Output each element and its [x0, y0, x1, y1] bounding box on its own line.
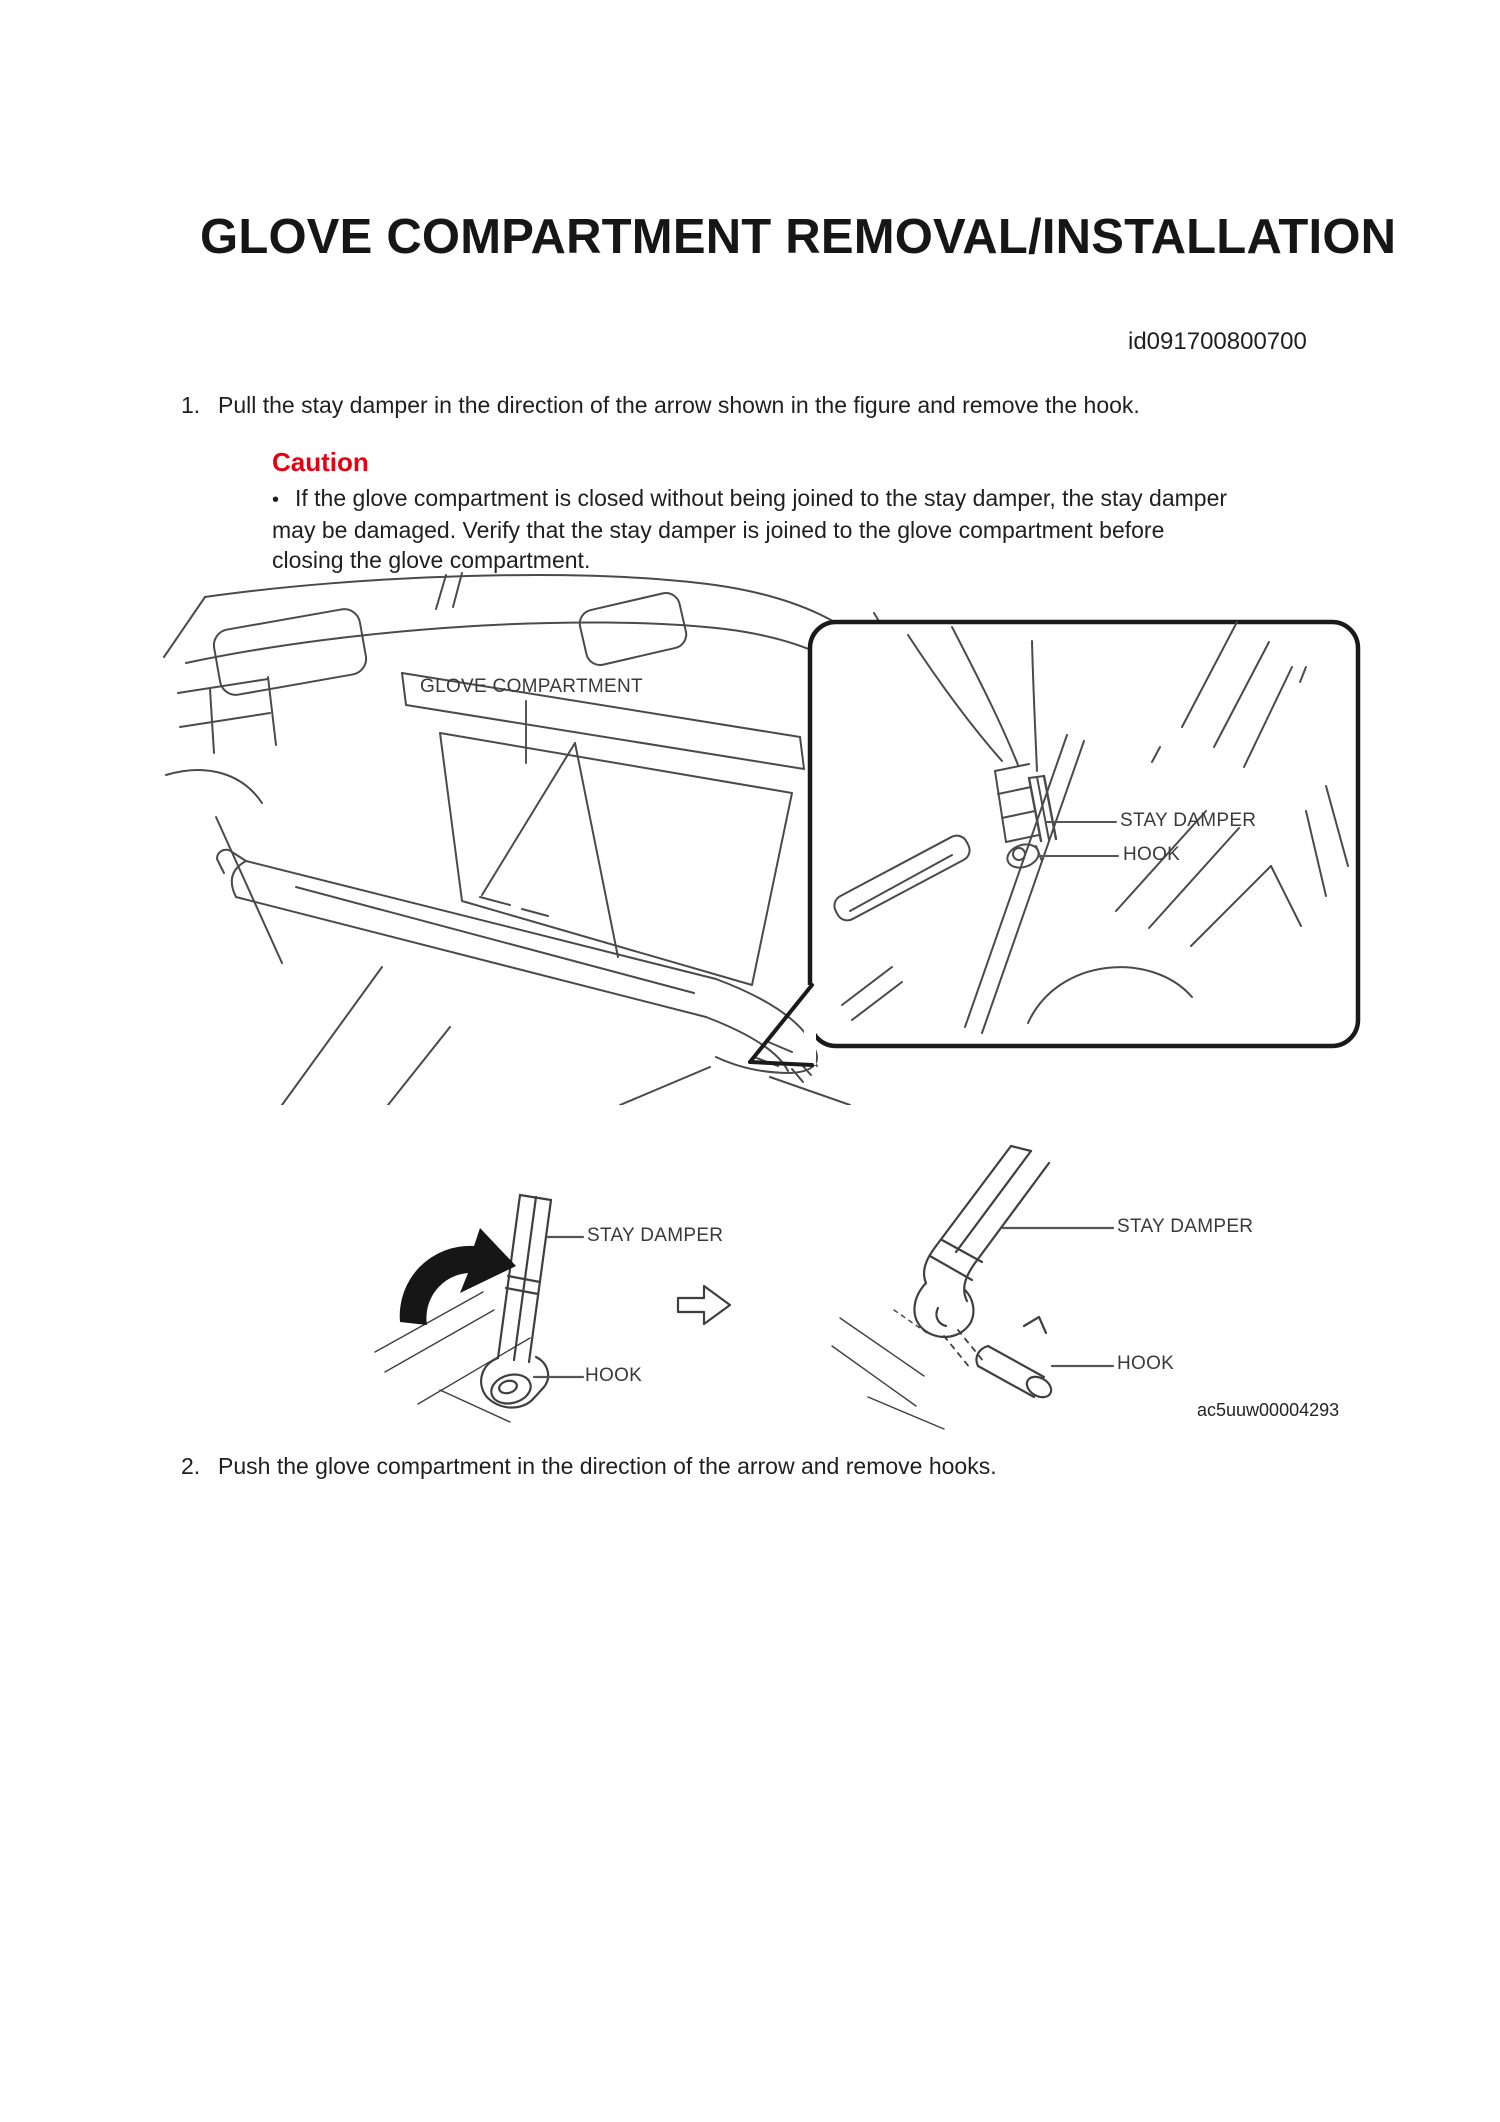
step-2 [181, 1452, 997, 1481]
step-1 [181, 391, 1140, 420]
stay-damper-removed-drawing [832, 1146, 1113, 1429]
hook-pin-removed [976, 1346, 1054, 1401]
label-hook-fig2-right: HOOK [1117, 1353, 1175, 1374]
label-glove-compartment: GLOVE COMPARTMENT [420, 676, 643, 697]
hook-pin [488, 1370, 534, 1407]
dash-vent-right [577, 590, 689, 668]
label-hook-fig1: HOOK [1123, 844, 1181, 865]
caution-line-1 [272, 487, 1227, 510]
direction-arrow-icon [678, 1286, 730, 1324]
figure-1-glove-compartment-illustration [150, 565, 1390, 1105]
step-2-text: Push the glove compartment in the direction of the arrow and remove hooks. [218, 1453, 997, 1479]
rotation-arrow-icon [400, 1228, 516, 1325]
step-1-text: Pull the stay damper in the direction of the arrow shown in the figure and remove the hook. [218, 392, 1140, 418]
label-stay-damper-fig2-left: STAY DAMPER [587, 1225, 724, 1246]
callout-tail-gap [804, 985, 816, 1065]
figure-id: ac5uuw00004293 [1197, 1400, 1340, 1420]
callout-inset-box [810, 622, 1358, 1046]
caution-line-1-text: If the glove compartment is closed without being joined to the stay damper, the stay damper [295, 485, 1228, 511]
figure-2-stay-damper-removal-illustration [280, 1140, 1370, 1430]
caution-heading: Caution [272, 447, 369, 477]
callout-tail [750, 985, 812, 1065]
step-2-number: 2. [181, 1453, 201, 1479]
caution-bullet: • [272, 489, 280, 511]
label-stay-damper-fig1: STAY DAMPER [1120, 810, 1257, 831]
page-title: GLOVE COMPARTMENT REMOVAL/INSTALLATION [200, 210, 1397, 264]
caution-line-3: closing the glove compartment. [272, 547, 591, 573]
label-stay-damper-fig2-right: STAY DAMPER [1117, 1216, 1254, 1237]
caution-line-2: may be damaged. Verify that the stay damper is joined to the glove compartment before [272, 517, 1165, 543]
label-hook-fig2-left: HOOK [585, 1365, 643, 1386]
step-1-number: 1. [181, 392, 201, 418]
doc-id: id091700800700 [1128, 328, 1307, 355]
